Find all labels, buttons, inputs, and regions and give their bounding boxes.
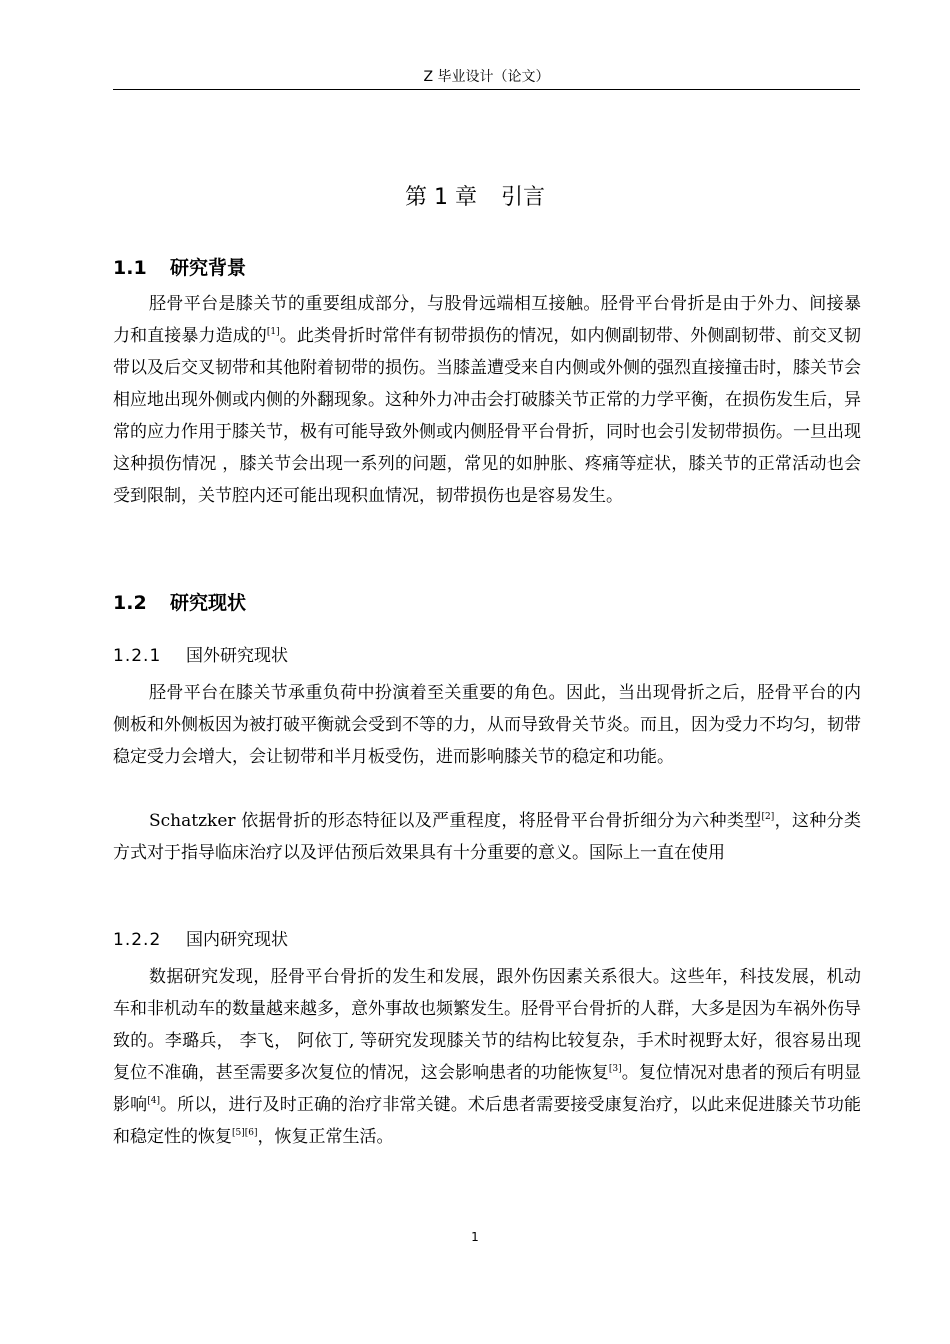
subsection-title: 国内研究现状 [186,930,288,950]
page-header: Z 毕业设计（论文） [423,69,550,85]
paragraph-domestic: 数据研究发现，胫骨平台骨折的发生和发展，跟外伤因素关系很大。这些年，科技发展，机动车和非机动车的数量越来越多，意外事故也频繁发生。胫骨平台骨折的人群，大多是因为车祸外伤导致的。李璐兵， 李飞， 阿依丁, 等研究发现膝关节的结构比较复杂，手术时视野太好，很容易出现复位不准确，甚至需要多次复位的情况，这会影响患者的功能恢复[3]。复位情况对患者的预后有明显影响[4]。所以，进行及时正确的治疗非常关键。术后患者需要接受康复治疗，以此来促进膝关节功能和稳定性的恢复[5][6]，恢复正常生活。 [113,967,862,1147]
section-title: 研究现状 [170,592,247,614]
section-heading-1-1 [113,253,246,280]
subsection-number: 1.2.1 [113,646,162,666]
subsection-heading-1-2-1 [113,641,288,666]
subsection-title: 国外研究现状 [186,646,288,666]
subsection-heading-1-2-2 [113,925,288,950]
citation: [1] [266,327,280,337]
citation: [5][6] [232,1128,258,1138]
citation: [4] [147,1096,160,1106]
section-number: 1.1 [113,257,147,279]
header-rule [113,89,860,90]
section-heading-1-2 [113,588,246,615]
citation: [2] [761,812,775,822]
chapter-title [0,180,950,211]
subsection-number: 1.2.2 [113,930,162,950]
paragraph-foreign-1: 胫骨平台在膝关节承重负荷中扮演着至关重要的角色。因此，当出现骨折之后，胫骨平台的内侧板和外侧板因为被打破平衡就会受到不等的力，从而导致骨关节炎。而且，因为受力不均匀，韧带稳定受力会增大，会让韧带和半月板受伤，进而影响膝关节的稳定和功能。 [113,683,861,767]
chapter-name: 引言 [500,185,545,210]
citation: [3] [608,1064,622,1074]
page-number: 1 [471,1230,479,1244]
paragraph-foreign-2: Schatzker 依据骨折的形态特征以及严重程度，将胫骨平台骨折细分为六种类型[2]，这种分类方式对于指导临床治疗以及评估预后效果具有十分重要的意义。国际上一直在使用 [113,811,862,863]
paragraph-background: 胫骨平台是膝关节的重要组成部分，与股骨远端相互接触。胫骨平台骨折是由于外力、间接暴力和直接暴力造成的[1]。此类骨折时常伴有韧带损伤的情况，如内侧副韧带、外侧副韧带、前交叉韧带以及后交叉韧带和其他附着韧带的损伤。当膝盖遭受来自内侧或外侧的强烈直接撞击时，膝关节会相应地出现外侧或内侧的外翻现象。这种外力冲击会打破膝关节正常的力学平衡，在损伤发生后，异常的应力作用于膝关节，极有可能导致外侧或内侧胫骨平台骨折，同时也会引发韧带损伤。一旦出现这种损伤情况 ，膝关节会出现一系列的问题，常见的如肿胀、疼痛等症状，膝关节的正常活动也会受到限制，关节腔内还可能出现积血情况，韧带损伤也是容易发生。 [113,294,861,506]
section-number: 1.2 [113,592,147,614]
chapter-number: 第 1 章 [405,185,477,210]
section-title: 研究背景 [170,257,247,279]
